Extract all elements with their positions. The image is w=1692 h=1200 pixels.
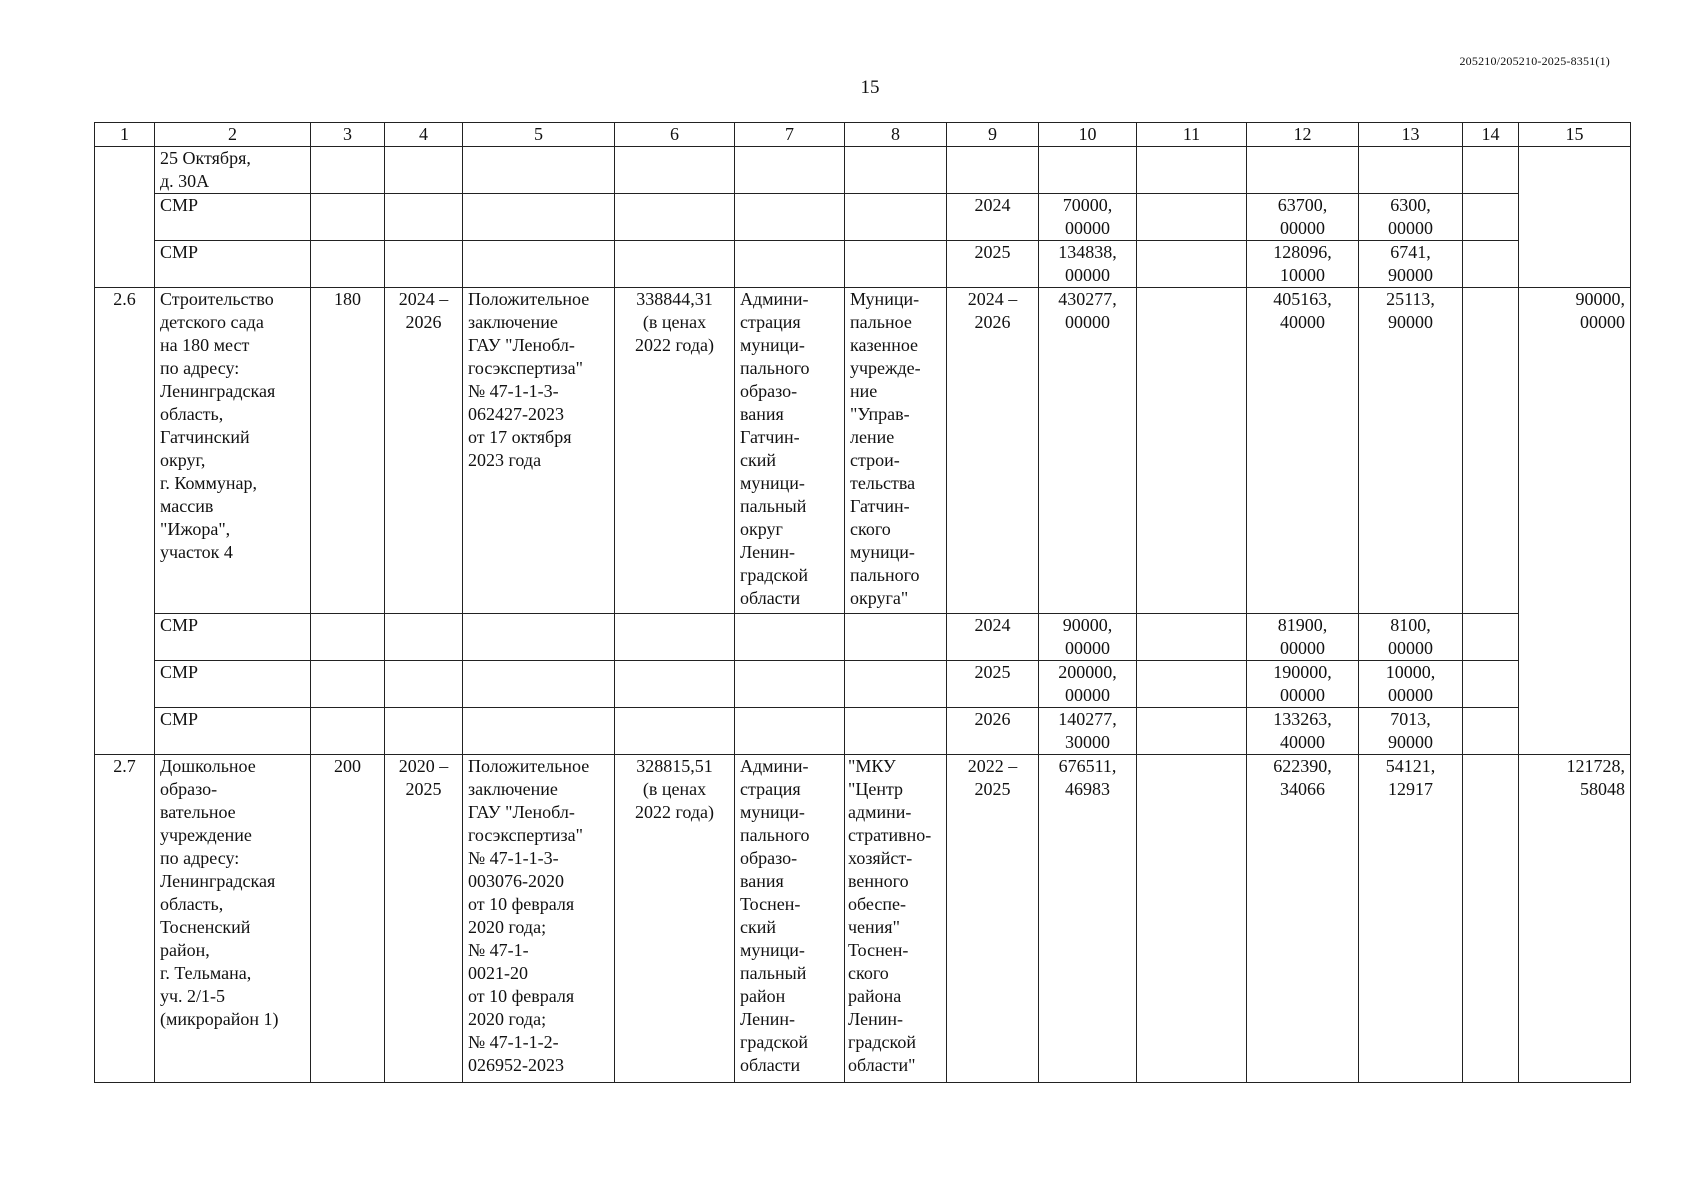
header-cell: 5 [463,123,615,147]
estimated-cost: 328815,51 (в ценах 2022 года) [615,755,735,1083]
total-amount: 134838, 00000 [1039,241,1137,288]
total-amount: 676511, 46983 [1039,755,1137,1083]
financing-period: 2022 – 2025 [947,755,1039,1083]
smr-year: 2024 [947,194,1039,241]
developer: Муници- пальное казенное учрежде- ние "Управ- ление строи- тельства Гатчин- ского муници- пального округа" [845,288,947,614]
document-id: 205210/205210-2025-8351(1) [1459,54,1610,68]
header-cell: 1 [95,123,155,147]
amount-col12: 63700, 00000 [1247,194,1359,241]
empty-cell [1137,288,1247,614]
empty-cell [311,147,385,194]
table-row [95,241,1631,288]
amount-col13: 10000, 00000 [1359,661,1463,708]
investment-table [94,122,1631,1083]
smr-label: СМР [155,708,311,755]
object-address-continued: 25 Октября, д. 30А [155,147,311,194]
capacity: 200 [311,755,385,1083]
amount-col13: 25113, 90000 [1359,288,1463,614]
amount-col12: 81900, 00000 [1247,614,1359,661]
smr-year: 2025 [947,241,1039,288]
smr-label: СМР [155,241,311,288]
table-row [95,708,1631,755]
header-cell: 4 [385,123,463,147]
customer: Админи- страция муници- пального образо- вания Тоснен- ский муници- пальный район Ленин- градской области [735,755,845,1083]
smr-year: 2025 [947,661,1039,708]
table-row [95,661,1631,708]
header-cell: 6 [615,123,735,147]
empty-cell [1039,147,1137,194]
total-amount: 70000, 00000 [1039,194,1137,241]
amount-col13: 7013, 90000 [1359,708,1463,755]
column-number-header-row [95,123,1631,147]
total-amount: 430277, 00000 [1039,288,1137,614]
smr-label: СМР [155,614,311,661]
amount-col15: 121728, 58048 [1519,755,1631,1083]
empty-cell [1463,147,1519,194]
amount-col15: 90000, 00000 [1519,288,1631,755]
construction-period: 2020 – 2025 [385,755,463,1083]
table-row [95,288,1631,614]
header-cell: 8 [845,123,947,147]
smr-label: СМР [155,661,311,708]
amount-col12: 133263, 40000 [1247,708,1359,755]
header-cell: 10 [1039,123,1137,147]
empty-cell [947,147,1039,194]
page-number: 15 [860,77,880,98]
empty-cell [1519,147,1631,288]
empty-cell [735,147,845,194]
amount-col13: 54121, 12917 [1359,755,1463,1083]
header-cell: 13 [1359,123,1463,147]
empty-cell [845,147,947,194]
object-name: Строительство детского сада на 180 мест по адресу: Ленинградская область, Гатчинский округ, г. Коммунар, массив "Ижора", участок 4 [155,288,311,614]
empty-cell [385,147,463,194]
empty-cell [1137,755,1247,1083]
header-cell: 12 [1247,123,1359,147]
item-number: 2.6 [95,288,155,755]
expertise-conclusion: Положительное заключение ГАУ "Ленобл- госэкспертиза" № 47-1-1-3- 003076-2020 от 10 февраля 2020 года; № 47-1- 0021-20 от 10 февраля 2020 года; № 47-1-1-2- 026952-2023 [463,755,615,1083]
header-cell: 7 [735,123,845,147]
empty-cell [1463,755,1519,1083]
amount-col12: 190000, 00000 [1247,661,1359,708]
empty-cell [1247,147,1359,194]
object-name: Дошкольное образо- вательное учреждение по адресу: Ленинградская область, Тосненский район, г. Тельмана, уч. 2/1-5 (микрорайон 1) [155,755,311,1083]
header-cell: 11 [1137,123,1247,147]
empty-cell [1463,288,1519,614]
amount-col12: 622390, 34066 [1247,755,1359,1083]
construction-period: 2024 – 2026 [385,288,463,614]
estimated-cost: 338844,31 (в ценах 2022 года) [615,288,735,614]
total-amount: 200000, 00000 [1039,661,1137,708]
capacity: 180 [311,288,385,614]
empty-cell [463,147,615,194]
table-row [95,194,1631,241]
customer: Админи- страция муници- пального образо- вания Гатчин- ский муници- пальный округ Ленин- градской области [735,288,845,614]
total-amount: 140277, 30000 [1039,708,1137,755]
table-row [95,755,1631,1083]
header-cell: 14 [1463,123,1519,147]
empty-cell [95,147,155,288]
table-row [95,147,1631,194]
amount-col12: 128096, 10000 [1247,241,1359,288]
header-cell: 3 [311,123,385,147]
amount-col13: 8100, 00000 [1359,614,1463,661]
financing-period: 2024 – 2026 [947,288,1039,614]
developer: "МКУ "Центр админи- стративно- хозяйст- венного обеспе- чения" Тоснен- ского района Ленин- градской области" [845,755,947,1083]
smr-year: 2026 [947,708,1039,755]
smr-year: 2024 [947,614,1039,661]
table-row [95,614,1631,661]
smr-label: СМР [155,194,311,241]
header-cell: 9 [947,123,1039,147]
empty-cell [1137,147,1247,194]
header-cell: 15 [1519,123,1631,147]
header-cell: 2 [155,123,311,147]
empty-cell [1359,147,1463,194]
amount-col12: 405163, 40000 [1247,288,1359,614]
amount-col13: 6741, 90000 [1359,241,1463,288]
expertise-conclusion: Положительное заключение ГАУ "Ленобл- госэкспертиза" № 47-1-1-3- 062427-2023 от 17 октября 2023 года [463,288,615,614]
total-amount: 90000, 00000 [1039,614,1137,661]
amount-col13: 6300, 00000 [1359,194,1463,241]
empty-cell [615,147,735,194]
item-number: 2.7 [95,755,155,1083]
